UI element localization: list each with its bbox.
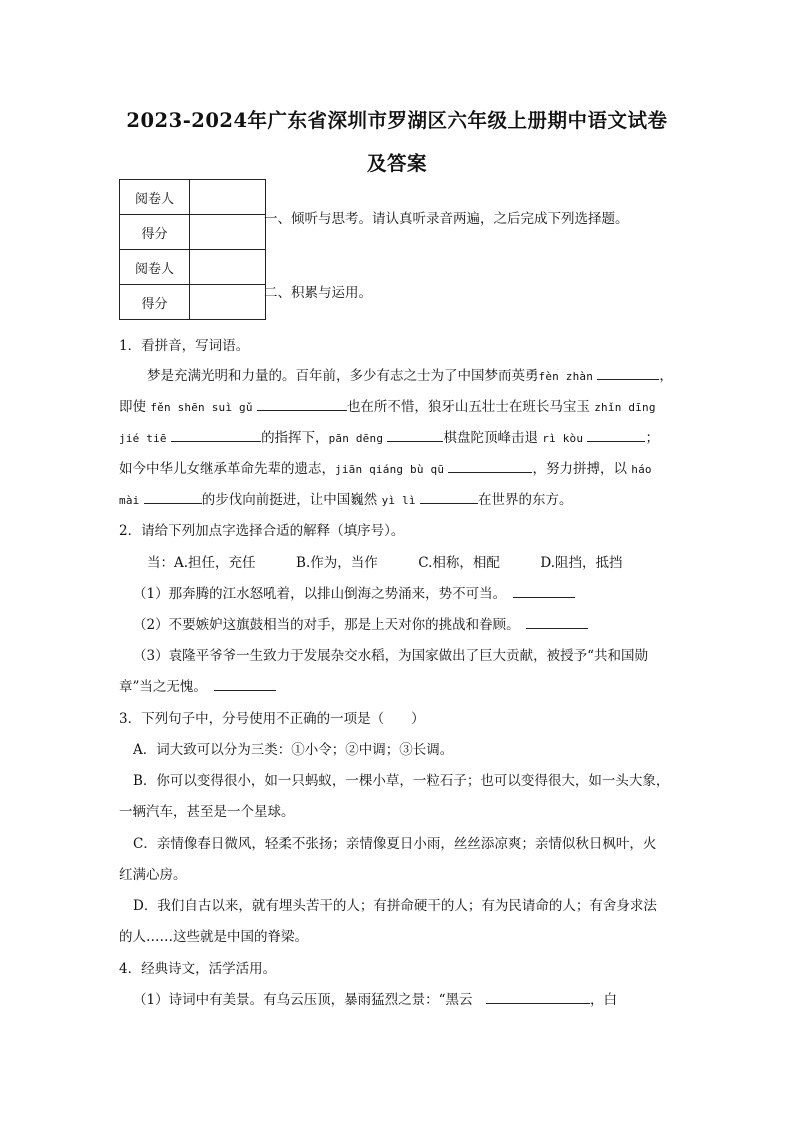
q2-options: 当：A.担任，充任 B.作为，当作 C.相称，相配 D.阻挡，抵挡 — [147, 555, 623, 571]
q1-text: 梦是充满光明和力量的。百年前，多少有志之士为了中国梦而英勇 — [147, 368, 539, 384]
document-title-line-2: 及答案 — [366, 152, 427, 175]
pinyin: zhǐn dīng — [594, 401, 656, 414]
q1-text: 棋盘陀顶峰击退 — [443, 430, 538, 446]
section-two-heading: 二、积累与运用。 — [264, 285, 372, 301]
q1-text: 也在所不惜，狼牙山五壮士在班长马宝玉 — [346, 399, 590, 415]
q1-text: 在世界的东方。 — [477, 492, 573, 508]
q1-text: 即使 — [119, 399, 146, 415]
q4-text: ，白 — [590, 992, 617, 1008]
pinyin: pān dēng — [328, 432, 384, 445]
pinyin: yì lì — [381, 494, 416, 507]
question-3-stem: 3．下列句子中，分号使用不正确的一项是（ ） — [119, 711, 425, 727]
answer-blank[interactable] — [513, 585, 575, 598]
reviewer-label: 阅卷人 — [120, 250, 190, 285]
question-1-stem: 1．看拼音，写词语。 — [119, 338, 250, 354]
reviewer-label: 阅卷人 — [120, 180, 190, 215]
answer-blank[interactable] — [257, 398, 347, 411]
q4-item-1 — [133, 988, 617, 1008]
q3-option-c-line-2: 红满心房。 — [119, 867, 187, 883]
q1-line-5 — [119, 488, 572, 508]
answer-blank[interactable] — [448, 460, 532, 473]
q3-option-a: A．词大致可以分为三类：①小令；②中调；③长调。 — [133, 742, 454, 758]
q4-text: （1）诗词中有美景。有乌云压顶，暴雨猛烈之景：“黑云 — [133, 992, 473, 1008]
answer-blank[interactable] — [597, 367, 659, 380]
q2-text: 章”当之无愧。 — [119, 679, 201, 695]
document-title-line-1: 2023-2024年广东省深圳市罗湖区六年级上册期中语文试卷 — [126, 109, 668, 132]
pinyin: jiān qiáng bù qū — [335, 463, 445, 476]
q2-text: （2）不要嫉妒这旗鼓相当的对手，那是上天对你的挑战和眷顾。 — [133, 617, 513, 633]
answer-blank[interactable] — [171, 429, 261, 442]
q3-option-d-line-2: 的人……这些就是中国的脊梁。 — [119, 929, 308, 945]
q3-option-d-line-1: D．我们自古以来，就有埋头苦干的人；有拼命硬干的人；有为民请命的人；有舍身求法 — [133, 898, 657, 914]
score-label: 得分 — [120, 285, 190, 320]
section-one-heading: 一、倾听与思考。请认真听录音两遍，之后完成下列选择题。 — [264, 211, 629, 227]
q2-sentence-1 — [133, 582, 575, 602]
q1-text: 的步伐向前挺进，让中国巍然 — [201, 492, 378, 508]
q1-text: ； — [645, 430, 659, 446]
question-4-stem: 4．经典诗文，活学活用。 — [119, 961, 277, 977]
pinyin: fěn shēn suì gǔ — [150, 401, 253, 414]
q3-option-b-line-1: B．你可以变得很小，如一只蚂蚁，一棵小草，一粒石子；也可以变得很大，如一头大象， — [133, 773, 670, 789]
score-table — [119, 179, 266, 320]
q2-sentence-3a: （3）袁隆平爷爷一生致力于发展杂交水稻，为国家做出了巨大贡献，被授予“共和国勋 — [133, 648, 648, 664]
answer-blank[interactable] — [144, 491, 202, 504]
q2-sentence-3b — [119, 675, 276, 695]
answer-blank[interactable] — [486, 991, 590, 1004]
answer-blank[interactable] — [587, 429, 645, 442]
answer-blank[interactable] — [387, 429, 443, 442]
pinyin: rì kòu — [542, 432, 584, 445]
q1-line-1 — [147, 364, 673, 384]
score-cell — [190, 285, 266, 320]
pinyin: jié tiē — [119, 432, 167, 445]
pinyin: fèn zhàn — [538, 370, 594, 383]
q2-text: （1）那奔腾的江水怒吼着，以排山倒海之势涌来，势不可当。 — [133, 586, 500, 602]
q3-option-b-line-2: 一辆汽车，甚至是一个星球。 — [119, 804, 295, 820]
q1-text: ， — [659, 368, 673, 384]
q2-sentence-2 — [133, 613, 588, 633]
reviewer-cell — [190, 250, 266, 285]
q3-option-c-line-1: C．亲情像春日微风，轻柔不张扬；亲情像夏日小雨，丝丝添凉爽；亲情似秋日枫叶，火 — [133, 836, 657, 852]
q1-line-4 — [119, 457, 652, 477]
reviewer-cell — [190, 180, 266, 215]
q1-text: ，努力拼搏，以 — [532, 461, 627, 477]
score-cell — [190, 215, 266, 250]
q1-text: 的指挥下， — [261, 430, 329, 446]
q1-line-2 — [119, 395, 656, 415]
pinyin: mài — [119, 494, 140, 507]
answer-blank[interactable] — [526, 616, 588, 629]
answer-blank[interactable] — [420, 491, 478, 504]
q1-text: 如今中华儿女继承革命先辈的遗志， — [119, 461, 335, 477]
answer-blank[interactable] — [214, 678, 276, 691]
score-label: 得分 — [120, 215, 190, 250]
pinyin: háo — [631, 463, 652, 476]
question-2-stem: 2．请给下列加点字选择合适的解释（填序号）。 — [119, 523, 405, 539]
q1-line-3 — [119, 426, 659, 446]
